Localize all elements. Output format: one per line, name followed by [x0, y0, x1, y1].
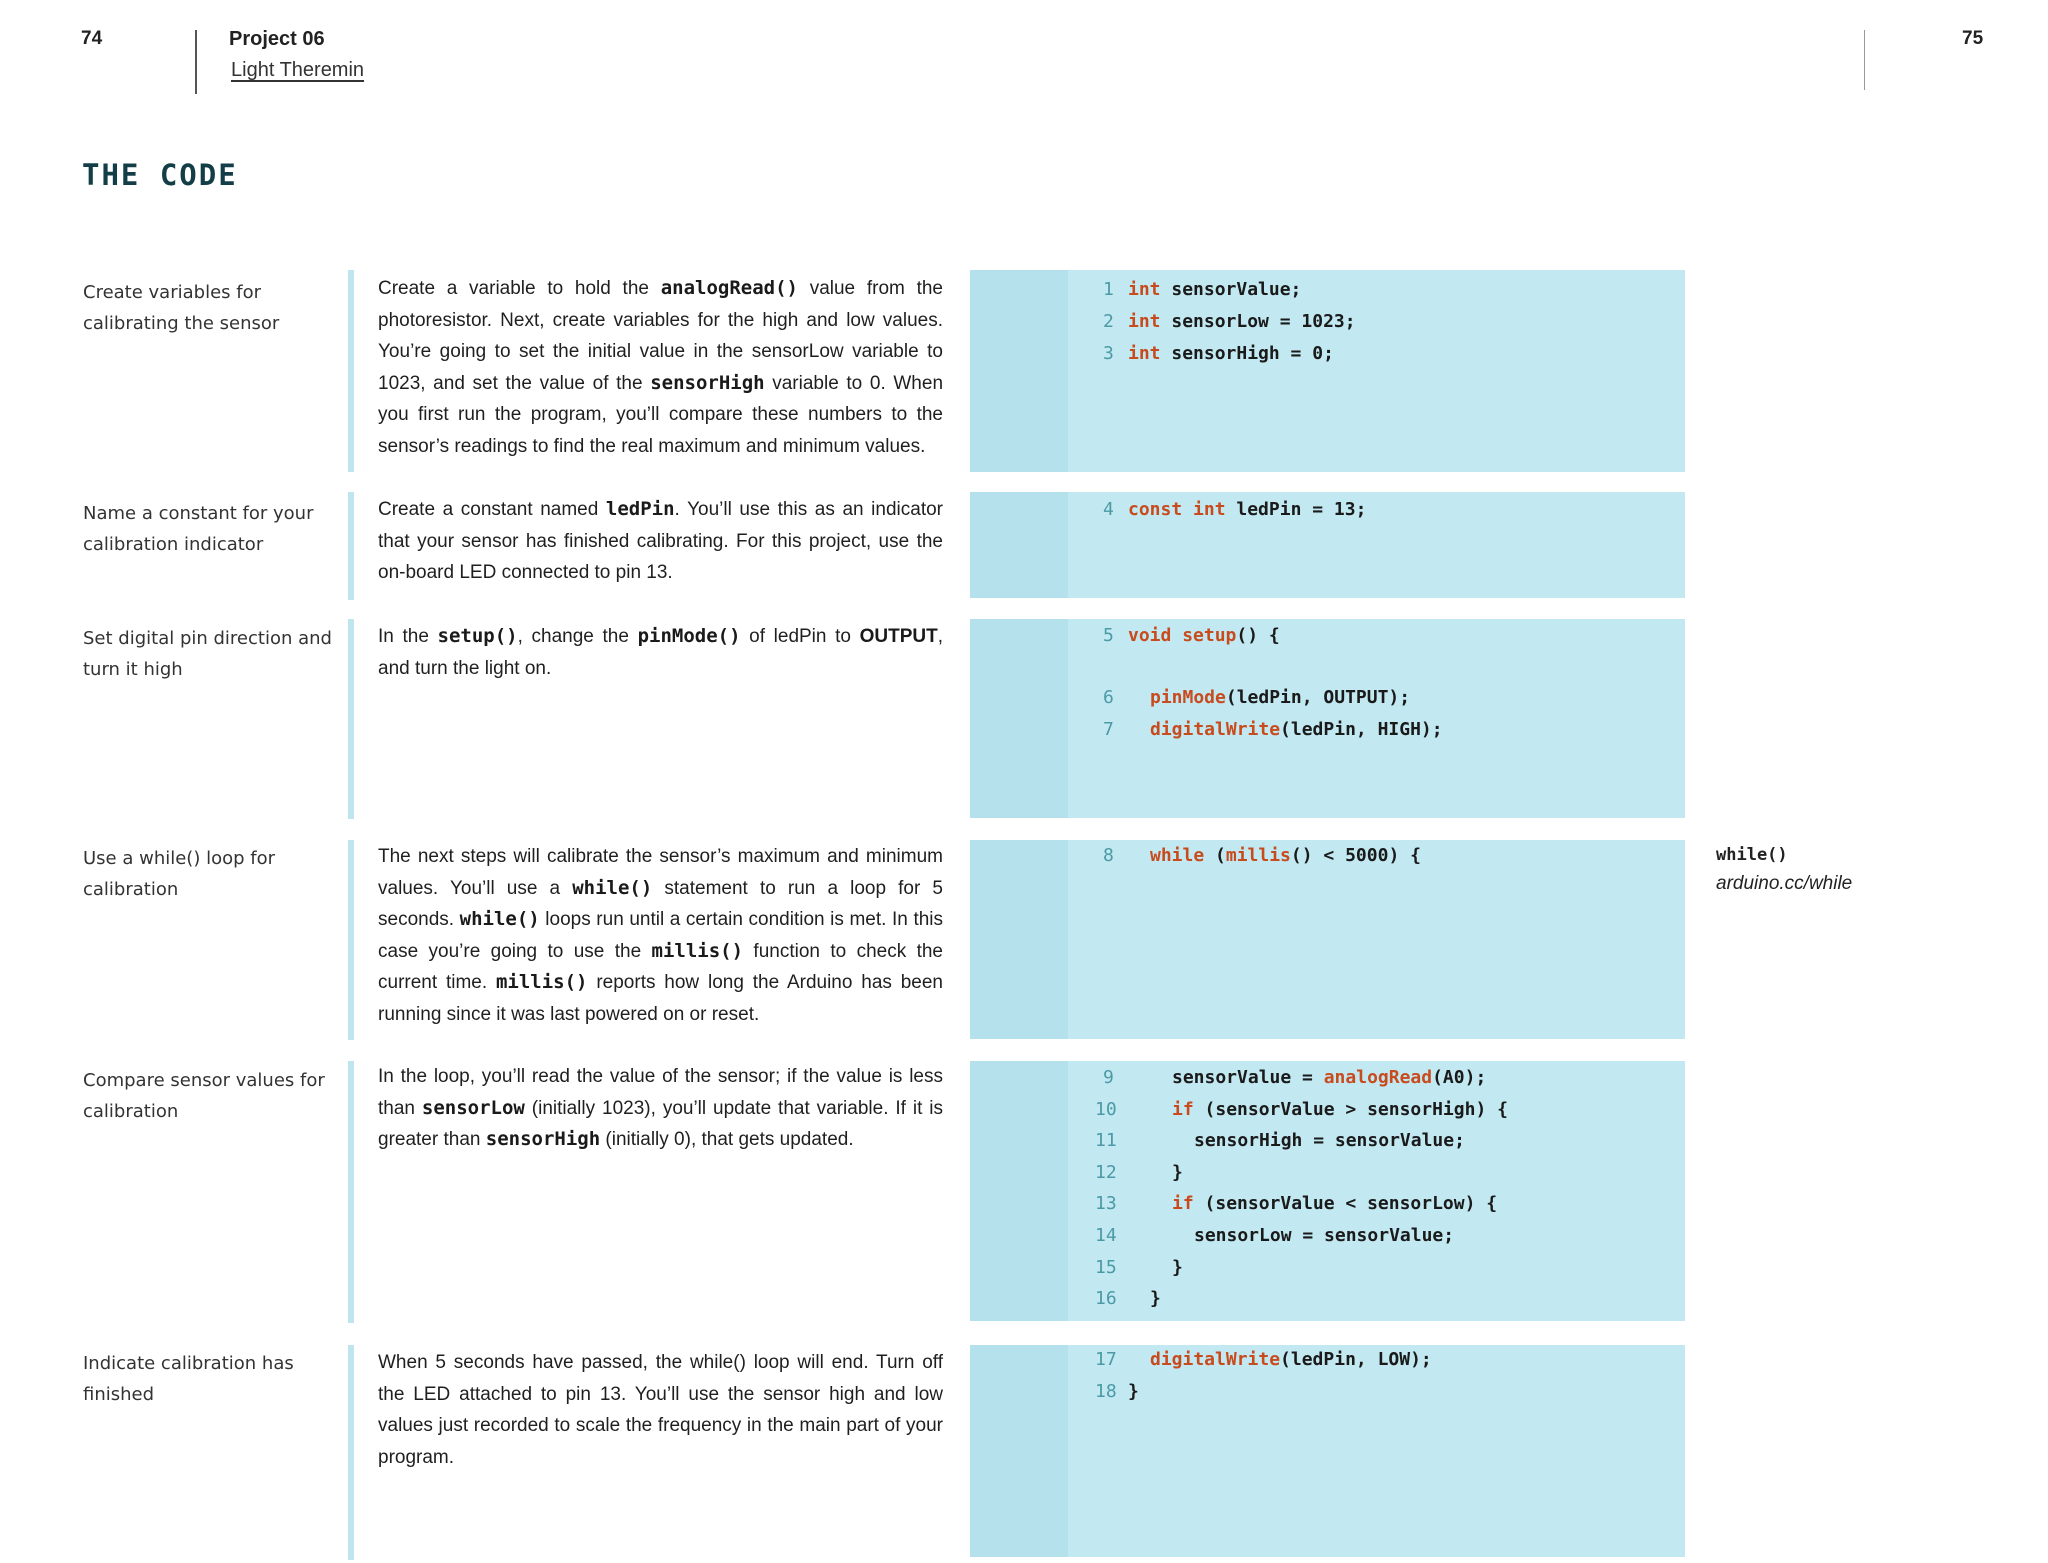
- description-text: . You’ll use this as an indicator that your sensor has finished calibrating. For this project, use the on-board LED connected to pin 13.: [378, 499, 943, 584]
- description-text: In the: [378, 626, 438, 647]
- step-label-line: calibration: [83, 1101, 179, 1122]
- code-keyword: int: [1128, 343, 1161, 364]
- code-token: (sensorValue > sensorHigh) {: [1193, 1098, 1508, 1120]
- code-keyword: millis: [1225, 845, 1291, 866]
- code-token: () < 5000) {: [1290, 845, 1421, 866]
- line-number: 1: [1103, 279, 1114, 300]
- step-label-line: Create variables for: [83, 282, 261, 303]
- description-bar: [348, 492, 354, 600]
- inline-code: millis(): [495, 971, 588, 994]
- description-text: In the loop, you’ll read the value of the sensor; if the value is less than: [378, 1066, 943, 1119]
- line-number: 13: [1095, 1193, 1117, 1215]
- description-bar: [348, 1345, 354, 1560]
- code-token: () {: [1236, 625, 1280, 646]
- step-label: [83, 1065, 338, 1127]
- step-label-line: finished: [83, 1384, 155, 1405]
- description-text: , change the: [517, 626, 638, 647]
- code-token: (ledPin, OUTPUT);: [1225, 687, 1411, 708]
- step-label-line: Name a constant for your: [83, 503, 314, 524]
- code-text: [1150, 1344, 1432, 1376]
- line-number: 9: [1103, 1067, 1114, 1088]
- header-divider-right: [1864, 30, 1865, 90]
- step-label-line: turn it high: [83, 659, 183, 680]
- code-panel: [970, 840, 1685, 1039]
- code-token: (ledPin, HIGH);: [1280, 719, 1443, 740]
- line-number: 6: [1103, 687, 1114, 708]
- code-keyword: const int: [1128, 499, 1226, 520]
- code-text: [1172, 1157, 1183, 1189]
- line-number: 3: [1103, 343, 1114, 364]
- code-panel: [970, 619, 1685, 818]
- description-text: of ledPin to: [740, 626, 860, 647]
- reference-link[interactable]: arduino.cc/while: [1716, 873, 1853, 894]
- line-number: 4: [1103, 499, 1114, 520]
- code-token: (ledPin, LOW);: [1280, 1349, 1432, 1370]
- code-text: [1128, 306, 1356, 338]
- code-text: [1172, 1062, 1486, 1094]
- code-token: sensorLow = sensorValue;: [1194, 1225, 1455, 1246]
- code-text: [1150, 682, 1410, 714]
- line-number: 16: [1095, 1288, 1117, 1310]
- inline-code: ledPin: [605, 498, 675, 520]
- code-token: [1171, 625, 1182, 646]
- inline-code: sensorLow: [421, 1096, 525, 1119]
- description-text: (initially 1023), you’ll update that variable. If it is greater than: [378, 1097, 943, 1151]
- step-label-line: Compare sensor values for: [83, 1070, 325, 1091]
- description-bar: [348, 619, 354, 819]
- page-number-left: 74: [81, 28, 103, 49]
- code-gutter: [970, 840, 1068, 1039]
- step-description: [378, 273, 943, 463]
- inline-code: while(): [459, 908, 540, 931]
- description-text: When 5 seconds have passed, the while() loop will end. Turn off the LED attached to pin 13. You’ll use the sensor high and low values just recorded to scale the frequency in the main part of your program.: [378, 1352, 943, 1468]
- step-label-line: calibration indicator: [83, 534, 264, 555]
- code-text: [1194, 1220, 1454, 1252]
- code-token: ledPin = 13;: [1225, 499, 1367, 520]
- project-subtitle-link[interactable]: Light Theremin: [231, 59, 365, 81]
- description-text: Create a variable to hold the: [378, 278, 661, 299]
- code-keyword: setup: [1182, 625, 1237, 646]
- code-gutter: [970, 1345, 1068, 1557]
- code-text: [1194, 1125, 1465, 1157]
- description-bar: [348, 840, 354, 1040]
- code-text: [1172, 1188, 1497, 1220]
- line-number: 17: [1095, 1349, 1117, 1370]
- code-token: sensorHigh = 0;: [1160, 343, 1334, 364]
- description-text: (initially 0), that gets updated.: [600, 1129, 854, 1151]
- code-text: [1128, 620, 1280, 652]
- code-token: }: [1128, 1381, 1139, 1402]
- line-number: 18: [1095, 1381, 1117, 1402]
- inline-code: pinMode(): [637, 625, 741, 647]
- inline-code: while(): [572, 876, 653, 899]
- line-number: 10: [1095, 1098, 1117, 1120]
- code-panel: [970, 270, 1685, 472]
- step-label: [83, 623, 338, 685]
- code-gutter: [970, 1061, 1068, 1321]
- description-text: value from the photoresistor. Next, create variables for the high and low values. You’re going to set the initial value in the sensorLow variable to 1023, and set the value of the: [378, 278, 943, 394]
- code-keyword: while: [1150, 845, 1205, 866]
- description-bar: [348, 270, 354, 472]
- section-heading: THE CODE: [82, 158, 238, 192]
- step-label: [83, 843, 338, 905]
- step-label-line: calibration: [83, 879, 179, 900]
- description-text: variable to 0. When you first run the program, you’ll compare these numbers to the sensor’s readings to find the real maximum and minimum values.: [378, 372, 944, 457]
- step-description: [378, 494, 943, 589]
- line-number: 14: [1095, 1225, 1117, 1246]
- description-text: loops run until a certain condition is met. In this case you’re going to use the: [378, 909, 944, 962]
- step-label-line: Set digital pin direction and: [83, 628, 332, 649]
- code-keyword: analogRead: [1323, 1067, 1433, 1088]
- code-gutter: [970, 270, 1068, 472]
- code-text: [1172, 1094, 1508, 1126]
- inline-code: sensorHigh: [485, 1128, 601, 1151]
- step-description: [378, 841, 943, 1031]
- inline-code: millis(): [651, 939, 744, 962]
- code-text: [1128, 494, 1366, 526]
- code-keyword: pinMode: [1150, 687, 1226, 708]
- code-text: [1172, 1252, 1183, 1284]
- step-description: [378, 1061, 943, 1156]
- line-number: 5: [1103, 625, 1114, 646]
- inline-code: sensorHigh: [650, 371, 765, 394]
- code-text: [1128, 338, 1334, 370]
- line-number: 15: [1095, 1256, 1117, 1278]
- description-text: , and turn the light on.: [378, 626, 943, 679]
- step-label-line: Indicate calibration has: [83, 1353, 294, 1374]
- code-token: sensorValue;: [1160, 279, 1302, 300]
- code-token: sensorValue =: [1172, 1067, 1324, 1088]
- description-text: statement to run a loop for 5 seconds.: [378, 877, 944, 931]
- code-panel: [970, 492, 1685, 598]
- code-token: sensorHigh = sensorValue;: [1194, 1130, 1465, 1152]
- code-keyword: if: [1172, 1098, 1194, 1120]
- code-text: [1128, 274, 1301, 306]
- step-description: [378, 621, 943, 684]
- step-label: [83, 277, 338, 339]
- code-keyword: digitalWrite: [1150, 1349, 1281, 1370]
- page-number-right: 75: [1962, 28, 1984, 49]
- code-token: sensorLow = 1023;: [1160, 311, 1356, 332]
- code-text: [1128, 1376, 1139, 1408]
- code-token: }: [1172, 1256, 1183, 1278]
- step-description: [378, 1347, 943, 1473]
- code-text: [1150, 840, 1421, 872]
- code-panel: [970, 1345, 1685, 1557]
- description-text: Create a constant named: [378, 499, 606, 520]
- line-number: 12: [1095, 1161, 1117, 1183]
- line-number: 7: [1103, 719, 1114, 740]
- step-label: [83, 1348, 338, 1410]
- line-number: 8: [1103, 845, 1114, 866]
- description-text: reports how long the Arduino has been running since it was last powered on or reset.: [378, 972, 943, 1025]
- line-number: 11: [1095, 1130, 1117, 1152]
- code-keyword: if: [1172, 1193, 1194, 1215]
- code-token: (A0);: [1432, 1067, 1487, 1088]
- code-keyword: int: [1128, 311, 1161, 332]
- reference-code: while(): [1716, 845, 1788, 865]
- header-divider-left: [195, 30, 197, 94]
- code-token: }: [1172, 1161, 1183, 1183]
- code-panel: [970, 1061, 1685, 1321]
- code-token: }: [1150, 1288, 1161, 1310]
- code-token: (: [1204, 845, 1226, 866]
- code-keyword: digitalWrite: [1150, 719, 1281, 740]
- code-keyword: int: [1128, 279, 1161, 300]
- step-label-line: calibrating the sensor: [83, 313, 280, 334]
- description-text: The next steps will calibrate the sensor’s maximum and minimum values. You’ll use a: [378, 846, 943, 899]
- line-number: 2: [1103, 311, 1114, 332]
- description-bar: [348, 1061, 354, 1323]
- inline-code: analogRead(): [660, 277, 798, 299]
- code-gutter: [970, 492, 1068, 598]
- reference-note: [1716, 845, 1852, 895]
- code-gutter: [970, 619, 1068, 818]
- description-text: function to check the current time.: [378, 940, 943, 994]
- code-text: [1150, 714, 1443, 746]
- code-text: [1150, 1283, 1161, 1315]
- step-label-line: Use a while() loop for: [83, 848, 275, 869]
- project-title: Project 06: [229, 28, 325, 50]
- bold-term: OUTPUT: [859, 626, 938, 647]
- inline-code: setup(): [437, 625, 518, 647]
- code-keyword: void: [1128, 625, 1172, 646]
- code-token: (sensorValue < sensorLow) {: [1193, 1193, 1498, 1215]
- step-label: [83, 498, 338, 560]
